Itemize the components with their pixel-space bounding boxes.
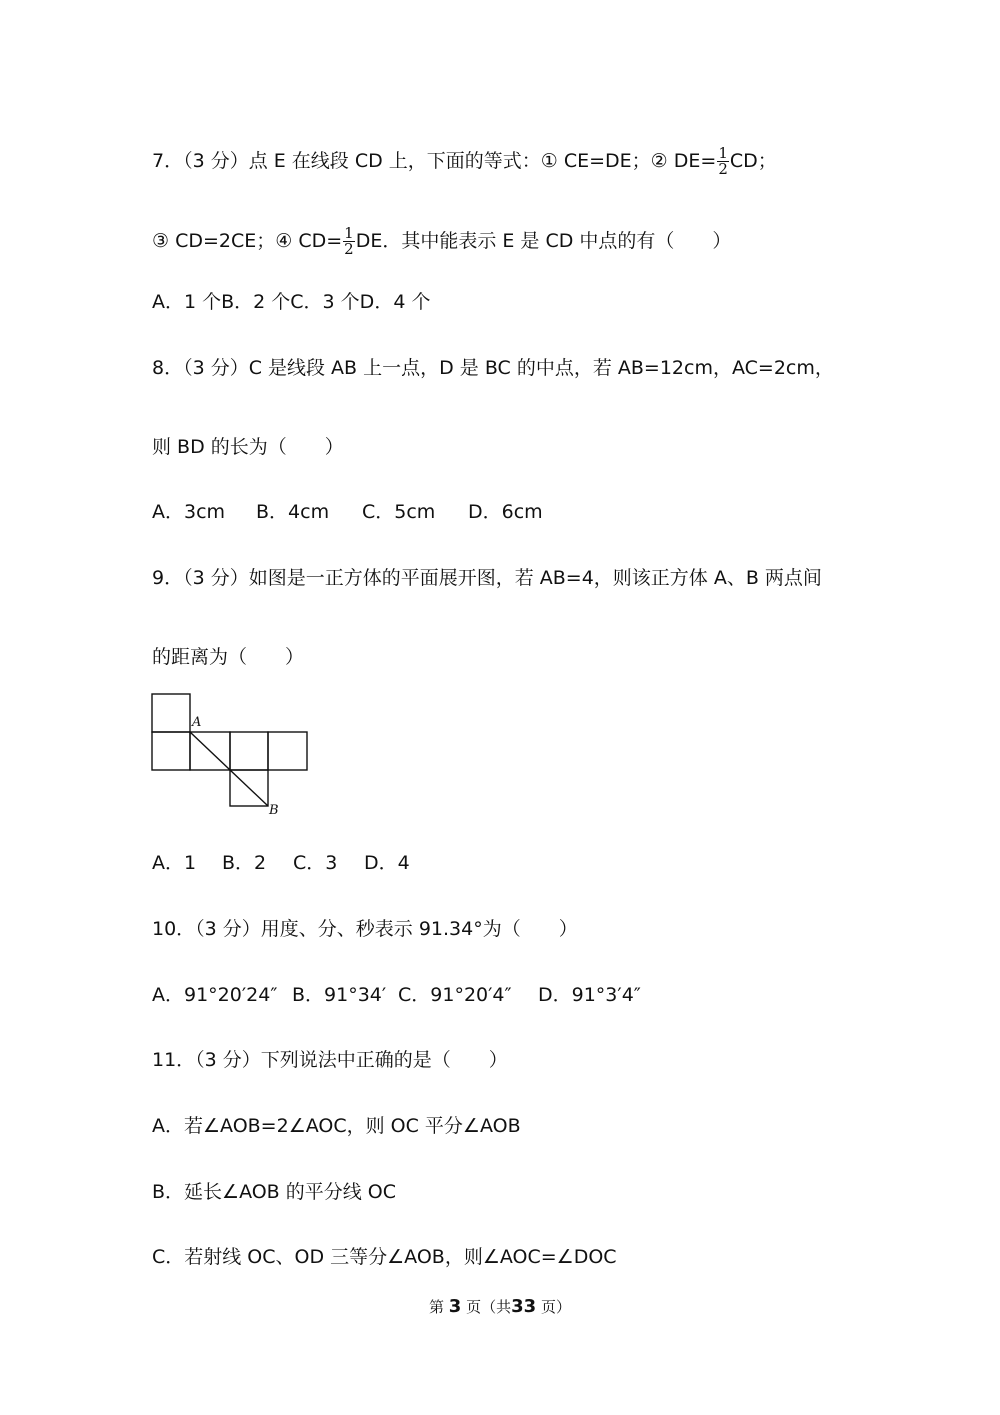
q9-option-d: D．4 <box>364 852 410 874</box>
q8-line-1: 8．（3 分）C 是线段 AB 上一点，D 是 BC 的中点，若 AB=12cm，AC=2cm， <box>152 357 834 379</box>
q7-text-2a: ③ CD=2CE；④ CD= <box>152 230 343 252</box>
q7-frac2-den: 2 <box>344 240 354 258</box>
q9-options <box>152 851 410 875</box>
footer-total-pages: 33 <box>511 1296 537 1317</box>
q11-option-a: A．若∠AOB=2∠AOC，则 OC 平分∠AOB <box>152 1115 521 1137</box>
q7-line-1 <box>152 146 777 177</box>
net-square-top <box>152 694 190 732</box>
q7-text-1a: 7．（3 分）点 E 在线段 CD 上，下面的等式：① CE=DE；② DE= <box>152 150 717 172</box>
q8-options <box>152 500 543 524</box>
q7-frac-den: 2 <box>718 160 728 178</box>
q11-line-1: 11．（3 分）下列说法中正确的是（ ） <box>152 1049 508 1071</box>
q9-option-c: C．3 <box>293 852 338 874</box>
segment-ab <box>190 732 268 806</box>
q10-options <box>152 983 641 1007</box>
page-footer <box>0 1296 1000 1317</box>
footer-suffix: 页） <box>540 1298 571 1316</box>
footer-middle: 页（共 <box>466 1298 512 1316</box>
q7-text-2b: DE．其中能表示 E 是 CD 中点的有（ ） <box>355 230 732 252</box>
net-square-row-3 <box>230 732 268 770</box>
q7-options: A．1 个B．2 个C．3 个D．4 个 <box>152 291 431 313</box>
point-b-label: B <box>269 803 279 818</box>
footer-prefix: 第 <box>429 1298 445 1316</box>
q9-option-b: B．2 <box>222 852 267 874</box>
q11-option-c: C．若射线 OC、OD 三等分∠AOB，则∠AOC=∠DOC <box>152 1246 617 1268</box>
q8-line-2: 则 BD 的长为（ ） <box>152 436 344 458</box>
q7-line-2 <box>152 226 731 257</box>
footer-page-number: 3 <box>448 1296 462 1317</box>
net-square-row-1 <box>152 732 190 770</box>
q7-text-1b: CD； <box>729 150 777 172</box>
net-square-row-4 <box>268 732 307 770</box>
q10-option-d: D．91°3′4″ <box>538 984 641 1006</box>
q7-fraction-half-2 <box>343 226 355 257</box>
q9-line-2: 的距离为（ ） <box>152 646 305 668</box>
q9-line-1: 9．（3 分）如图是一正方体的平面展开图，若 AB=4，则该正方体 A、B 两点间 <box>152 567 822 589</box>
q7-frac2-num: 1 <box>344 224 354 242</box>
q9-option-a: A．1 <box>152 852 197 874</box>
q10-option-a: A．91°20′24″ <box>152 984 278 1006</box>
q7-frac-num: 1 <box>718 144 728 162</box>
q10-line-1: 10．（3 分）用度、分、秒表示 91.34°为（ ） <box>152 918 578 940</box>
q8-option-d: D．6cm <box>468 501 543 523</box>
q10-option-c: C．91°20′4″ <box>398 984 512 1006</box>
point-a-label: A <box>192 715 202 730</box>
q11-option-b: B．延长∠AOB 的平分线 OC <box>152 1181 397 1203</box>
q8-option-c: C．5cm <box>362 501 436 523</box>
q10-option-b: B．91°34′ <box>292 984 387 1006</box>
cube-net-figure <box>148 690 318 820</box>
q8-option-b: B．4cm <box>256 501 330 523</box>
q7-fraction-half <box>717 146 729 177</box>
q8-option-a: A．3cm <box>152 501 226 523</box>
